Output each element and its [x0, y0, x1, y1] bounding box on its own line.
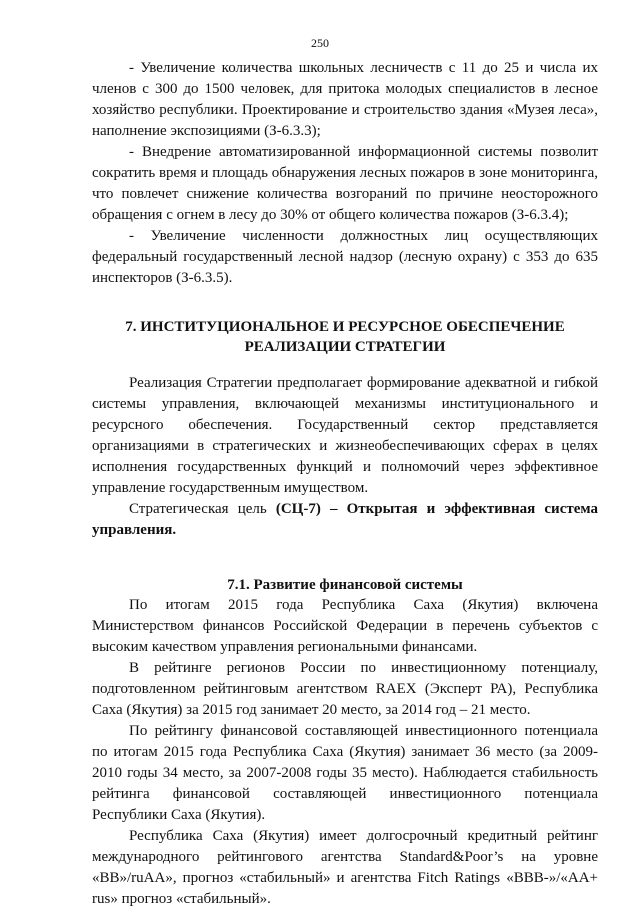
paragraph: По рейтингу финансовой составляющей инвестиционного потенциала по итогам 2015 года Республика Саха (Якутия) занимает 36 место (за 2009-2010 годы 34 место, за 2007-2008 годы 35 место). Наблюдается стабильность рейтинга финансовой составляющей инвестиционного потенциала Республики Саха (Якутия). [92, 723, 598, 823]
page-number: 250 [311, 36, 329, 50]
strategic-goal-bold: (СЦ-7) – Открытая и эффективная система управления. [92, 501, 598, 538]
paragraph: По итогам 2015 года Республика Саха (Якутия) включена Министерством финансов Российской Федерации в перечень субъектов с высоким качеством управления региональными финансами. [92, 597, 598, 655]
paragraph: В рейтинге регионов России по инвестиционному потенциалу, подготовленном рейтинговым агентством RAEX (Эксперт РА), Республика Саха (Якутия) за 2015 год занимает 20 место, за 2014 год – 21 место. [92, 660, 598, 718]
paragraph: Республика Саха (Якутия) имеет долгосрочный кредитный рейтинг международного рейтингового агентства Standard&Poor’s на уровне «BB»/ruAA», прогноз «стабильный» и агентства Fitch Ratings «BBB-»/«AA+ rus» прогноз «стабильный». [92, 828, 598, 907]
strategic-goal [92, 499, 598, 541]
strategic-goal-prefix: Стратегическая цель [129, 501, 276, 517]
section-7-intro: Реализация Стратегии предполагает формирование адекватной и гибкой системы управления, включающей механизмы институционального и ресурсного обеспечения. Государственный сектор представляется организациями в стратегических и жизнеобеспечивающих сферах в целях исполнения государственных функций и полномочий через эффективное управление государственным имуществом. [92, 375, 598, 496]
section-7-1-heading: 7.1. Развитие финансовой системы [227, 577, 463, 593]
document-body [92, 58, 598, 910]
list-item: - Увеличение численности должностных лиц осуществляющих федеральный государственный лесной надзор (лесную охрану) с 353 до 635 инспекторов (З-6.3.5). [92, 228, 598, 286]
list-item: - Увеличение количества школьных лесничеств с 11 до 25 и числа их членов с 300 до 1500 человек, для притока молодых специалистов в лесное хозяйство республики. Проектирование и строительство здания «Музея леса», наполнение экспозициями (З-6.3.3); [92, 60, 598, 139]
list-item: - Внедрение автоматизированной информационной системы позволит сократить время и площадь обнаружения лесных пожаров в зоне мониторинга, что повлечет снижение количества возгораний по причине неосторожного обращения с огнем в лесу до 30% от общего количества пожаров (З-6.3.4); [92, 144, 598, 223]
section-7-heading: 7. ИНСТИТУЦИОНАЛЬНОЕ И РЕСУРСНОЕ ОБЕСПЕЧЕНИЕ РЕАЛИЗАЦИИ СТРАТЕГИИ [125, 319, 565, 355]
